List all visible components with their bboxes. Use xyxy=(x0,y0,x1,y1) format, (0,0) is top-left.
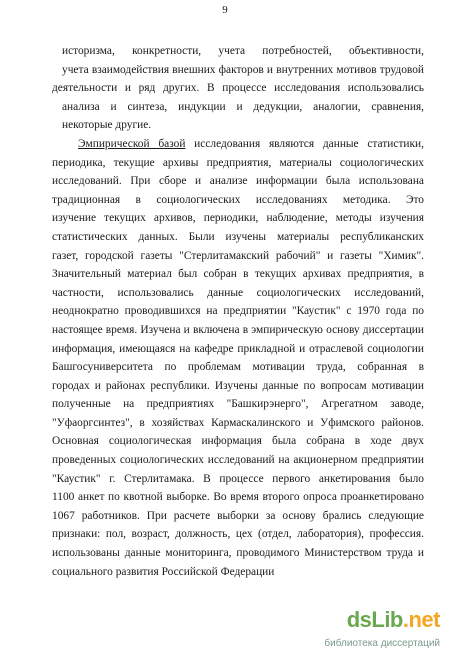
text-line: использованы данные мониторинга, проводимого Министерством труда и xyxy=(52,547,424,560)
text-line: полученные на предприятиях "Башкирэнерго", Агрегатном заводе, xyxy=(52,398,424,411)
document-body xyxy=(52,42,424,581)
dslib-watermark[interactable] xyxy=(320,607,440,649)
text-line: газет, городской газеты "Стерлитамакский рабочий" и газеты "Химик". xyxy=(52,249,424,262)
text-line: традиционная в социологических исследованиях методика. Это xyxy=(52,193,424,206)
text-line: городах и районах республики. Изучены данные по вопросам мотивации xyxy=(52,379,424,392)
text-line: анализа и синтеза, индукции и дедукции, аналогии, сравнения, xyxy=(62,100,424,113)
text-line: неоднократно проводившихся на предприятии "Каустик" с 1970 года по xyxy=(52,305,424,318)
text-line: 1067 работников. При расчете выборки за основу брались следующие xyxy=(52,509,424,522)
text-line: Значительный материал был собран в текущих архивах предприятия, в xyxy=(52,268,424,281)
text-line: "Уфаоргсинтез", в хозяйствах Кармаскалинского и Уфимского районов. xyxy=(52,416,424,429)
text-line: информация, имеющаяся на кафедре прикладной и отраслевой социологии xyxy=(52,342,424,355)
text-line: проведенных социологических исследований на акционерном предприятии xyxy=(52,454,424,467)
emphasis-term: Эмпирической базой xyxy=(78,137,186,150)
paragraph-first-line xyxy=(52,135,424,154)
text-line: статистических данных. Были изучены материалы республиканских xyxy=(52,230,424,243)
watermark-subtitle: библиотека диссертаций xyxy=(324,638,440,649)
text-line: деятельности и ряд других. В процессе исследования использовались xyxy=(52,82,424,95)
text-line: Основная социологическая информация была собрана в ходе двух xyxy=(52,435,424,448)
text-line: частности, использовались данные социологических исследований, xyxy=(52,286,424,299)
text-line: 1100 анкет по квотной выборке. Во время второго опроса проанкетировано xyxy=(52,491,424,504)
text-line: Башгосуниверситета по проблемам мотивации труда, собранная в xyxy=(52,361,424,374)
text-fragment: исследования являются данные статистики, xyxy=(185,137,424,150)
text-line: "Каустик" г. Стерлитамака. В процессе первого анкетирования было xyxy=(52,472,424,485)
text-line: изучение текущих архивов, периодики, наблюдение, методы изучения xyxy=(52,212,424,225)
text-line: историзма, конкретности, учета потребностей, объективности, xyxy=(62,45,424,57)
text-line: социального развития Российской Федерации xyxy=(52,565,275,578)
watermark-logo: dsLib.net xyxy=(346,607,440,632)
text-line: периодика, текущие архивы предприятия, материалы социологических xyxy=(52,156,424,169)
text-line: учета взаимодействия внешних факторов и внутренних мотивов трудовой xyxy=(62,63,424,76)
text-line: настоящее время. Изучена и включена в эмпирическую основу диссертации xyxy=(52,323,424,336)
text-line: исследований. При сборе и анализе информации была использована xyxy=(52,175,424,188)
text-line: признаки: пол, возраст, должность, цех (отдел, лаборатория), профессия. xyxy=(52,528,424,541)
text-line: некоторые другие. xyxy=(62,119,152,132)
page-number: 9 xyxy=(222,4,228,16)
